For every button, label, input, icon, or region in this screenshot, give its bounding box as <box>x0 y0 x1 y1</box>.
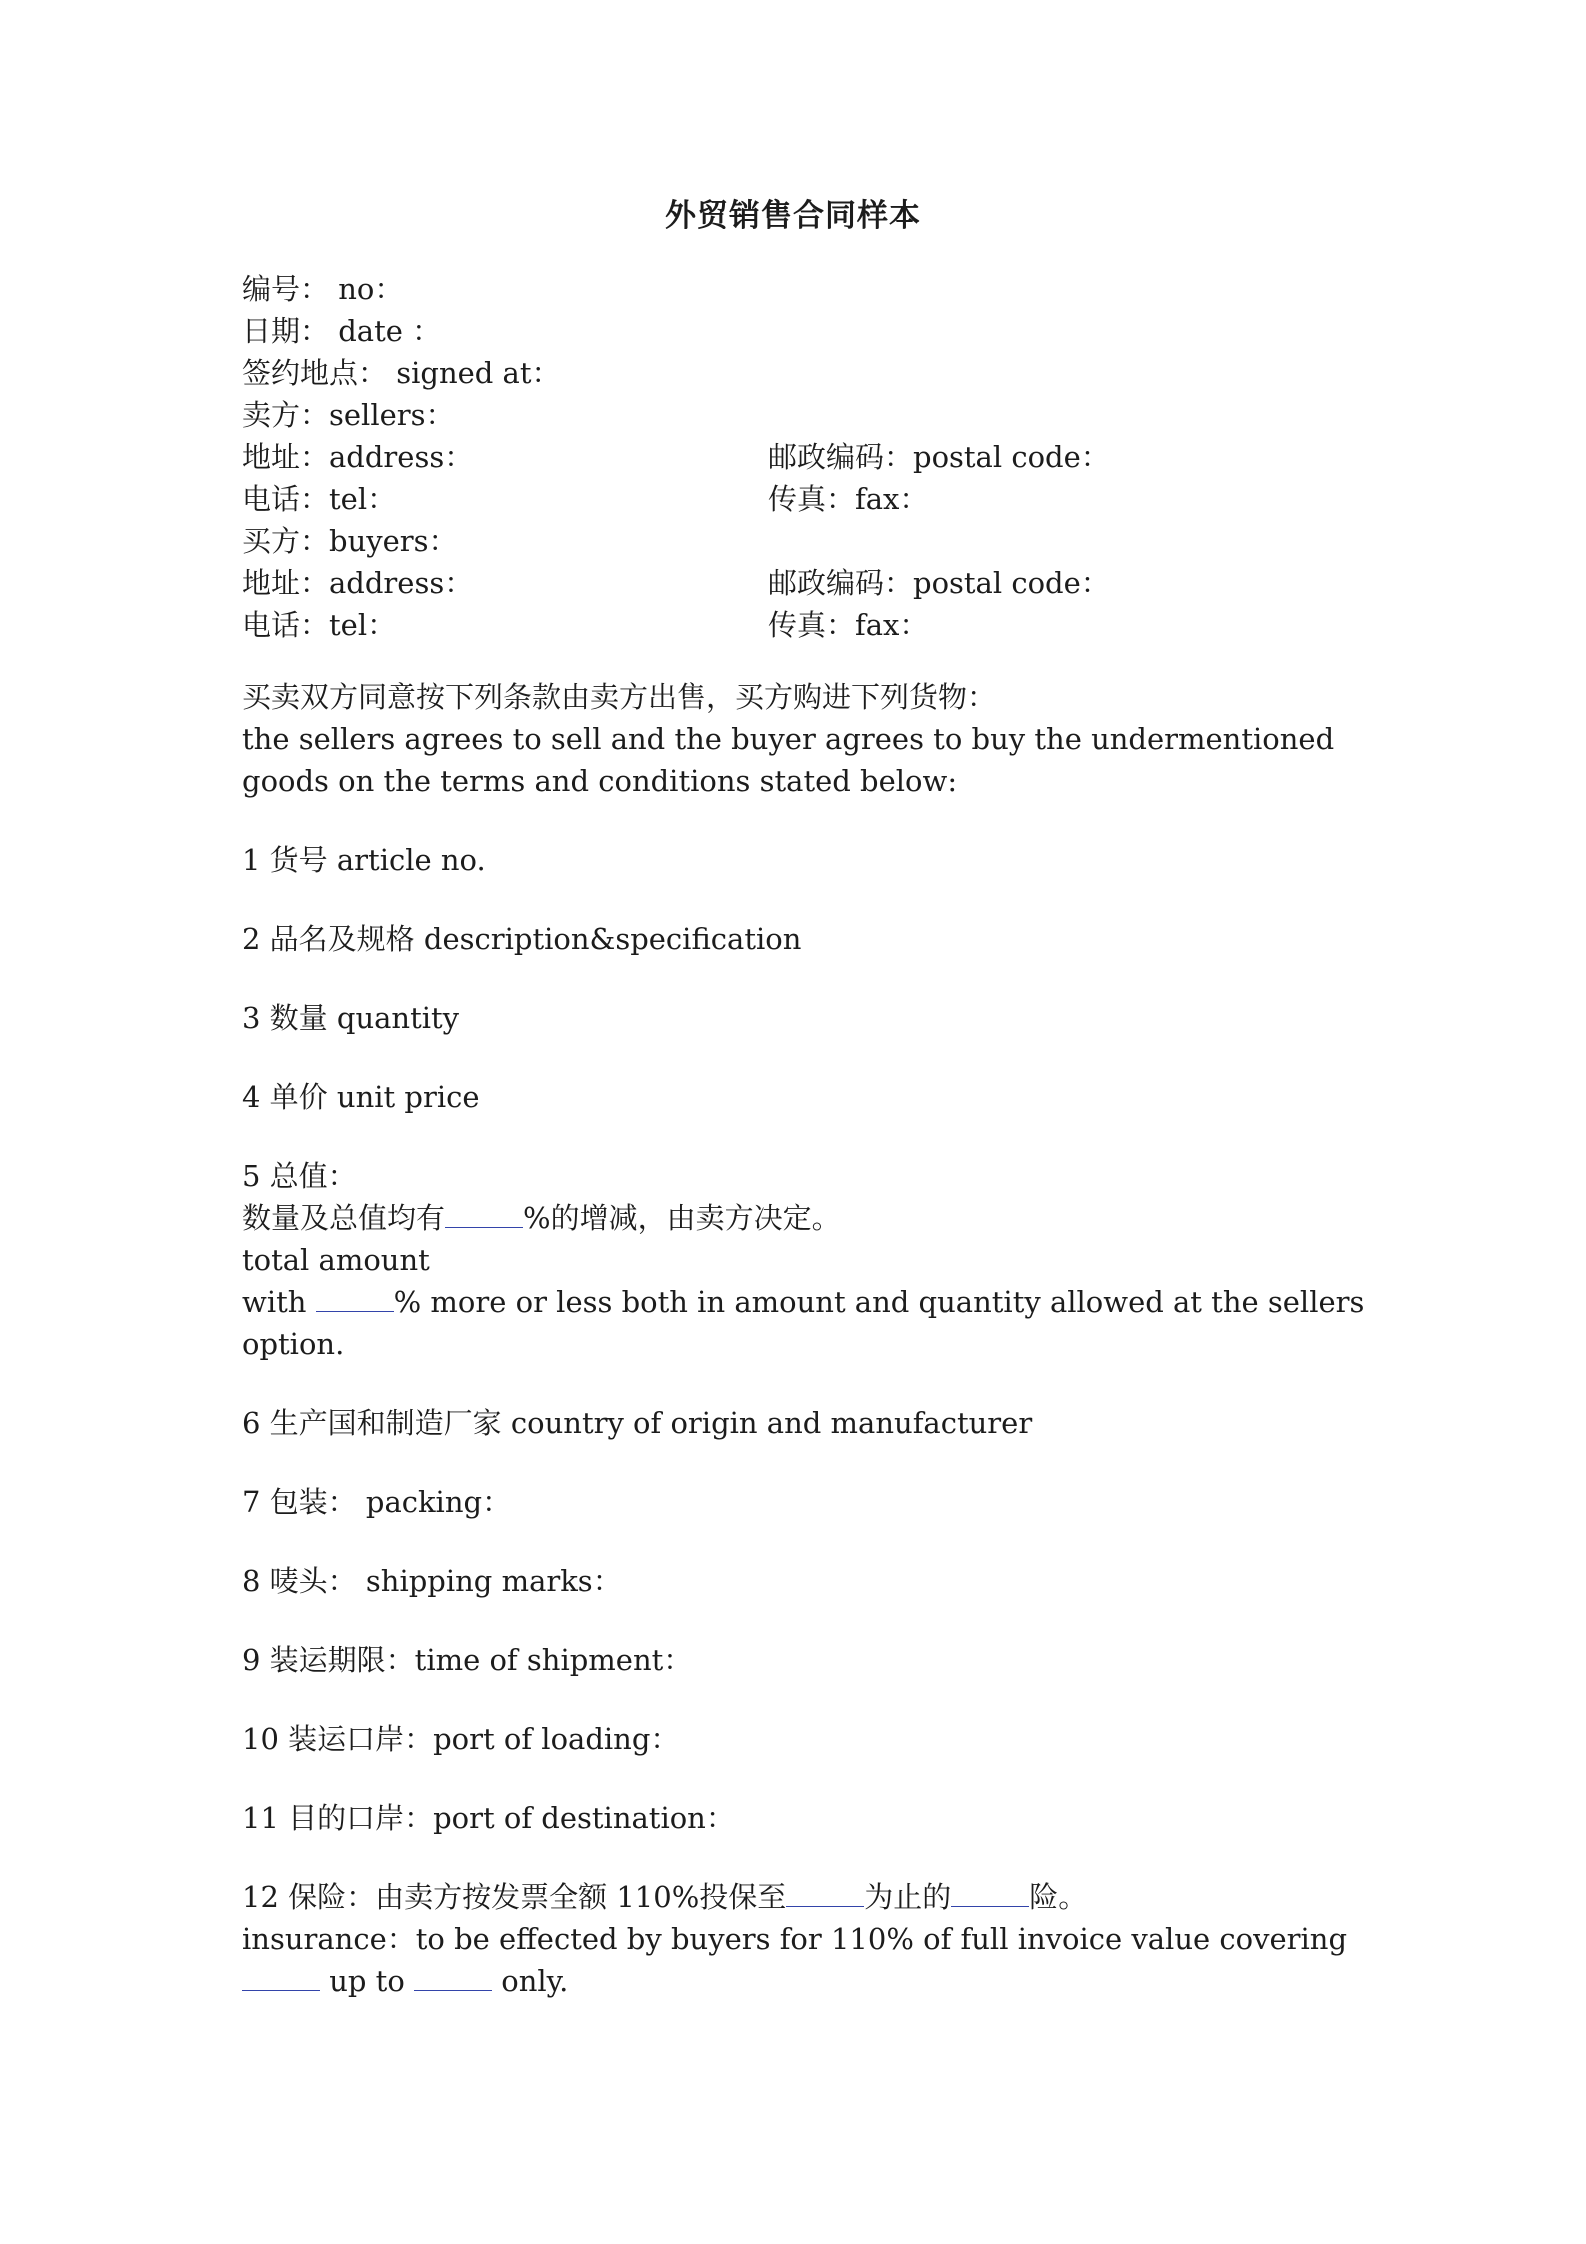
clause-12-en-part-b: only. <box>492 1964 569 1998</box>
buyer-postal-code: 邮政编码：postal code： <box>768 566 1110 600</box>
clause-12-cn-part-c: 险。 <box>1029 1880 1088 1914</box>
clause-9-time-of-shipment: 9 装运期限：time of shipment： <box>242 1643 693 1677</box>
document-title: 外贸销售合同样本 <box>665 198 921 234</box>
field-no: 编号： no： <box>242 272 404 306</box>
clause-12-cn-part-a: 12 保险：由卖方按发票全额 110%投保至 <box>242 1880 787 1914</box>
buyer-address: 地址：address： <box>242 566 474 600</box>
clause-5-en-part-a: with <box>242 1285 316 1319</box>
blank-line <box>951 1878 1029 1907</box>
blank-line <box>316 1283 394 1312</box>
seller-address-row <box>242 436 1382 478</box>
clause-12-insurance-en-2 <box>242 1960 1382 2002</box>
clause-5-en-option: option. <box>242 1327 345 1361</box>
seller-tel: 电话：tel： <box>242 482 397 516</box>
clause-12-cn-part-b: 为止的 <box>864 1880 952 1914</box>
blank-line <box>786 1878 864 1907</box>
buyer-tel: 电话：tel： <box>242 608 397 642</box>
clause-12-insurance-cn <box>242 1876 1382 1918</box>
seller-fax: 传真：fax： <box>768 482 929 516</box>
clause-12-insurance-en-1: insurance：to be effected by buyers for 110% of full invoice value covering <box>242 1922 1348 1956</box>
intro-en-line-2: goods on the terms and conditions stated below: <box>242 764 958 798</box>
clause-7-packing: 7 包装： packing： <box>242 1485 512 1519</box>
field-date: 日期： date ： <box>242 314 442 348</box>
intro-cn: 买卖双方同意按下列条款由卖方出售，买方购进下列货物： <box>242 680 997 714</box>
clause-5-cn-part-b: %的增减，由卖方决定。 <box>523 1201 841 1235</box>
blank-line <box>445 1199 523 1228</box>
clause-3-quantity: 3 数量 quantity <box>242 1001 460 1035</box>
clause-4-unit-price: 4 单价 unit price <box>242 1080 480 1114</box>
clause-10-port-of-loading: 10 装运口岸：port of loading： <box>242 1722 680 1756</box>
blank-line <box>242 1962 320 1991</box>
buyer-fax: 传真：fax： <box>768 608 929 642</box>
clause-6-origin: 6 生产国和制造厂家 country of origin and manufacturer <box>242 1406 1033 1440</box>
field-buyers: 买方：buyers： <box>242 524 458 558</box>
clause-12-en-part-a: up to <box>320 1964 415 1998</box>
clause-5-cn-text <box>242 1197 1382 1239</box>
field-signed-at: 签约地点： signed at： <box>242 356 561 390</box>
seller-contact-row <box>242 478 1382 520</box>
clause-5-cn-part-a: 数量及总值均有 <box>242 1201 446 1235</box>
seller-address: 地址：address： <box>242 440 474 474</box>
contract-body <box>242 268 1382 2002</box>
seller-postal-code: 邮政编码：postal code： <box>768 440 1110 474</box>
clause-5-en-total-amount: total amount <box>242 1243 430 1277</box>
intro-en-line-1: the sellers agrees to sell and the buyer agrees to buy the undermentioned <box>242 722 1335 756</box>
clause-5-total-heading: 5 总值： <box>242 1159 357 1193</box>
buyer-contact-row <box>242 604 1382 646</box>
field-sellers: 卖方：sellers： <box>242 398 455 432</box>
clause-8-shipping-marks: 8 唛头： shipping marks： <box>242 1564 622 1598</box>
clause-1-article-no: 1 货号 article no. <box>242 843 486 877</box>
clause-2-description: 2 品名及规格 description&specification <box>242 922 802 956</box>
clause-11-port-of-destination: 11 目的口岸：port of destination： <box>242 1801 735 1835</box>
clause-5-en-text <box>242 1281 1382 1323</box>
clause-5-en-part-b: % more or less both in amount and quantity allowed at the sellers <box>393 1285 1365 1319</box>
blank-line <box>414 1962 492 1991</box>
buyer-address-row <box>242 562 1382 604</box>
